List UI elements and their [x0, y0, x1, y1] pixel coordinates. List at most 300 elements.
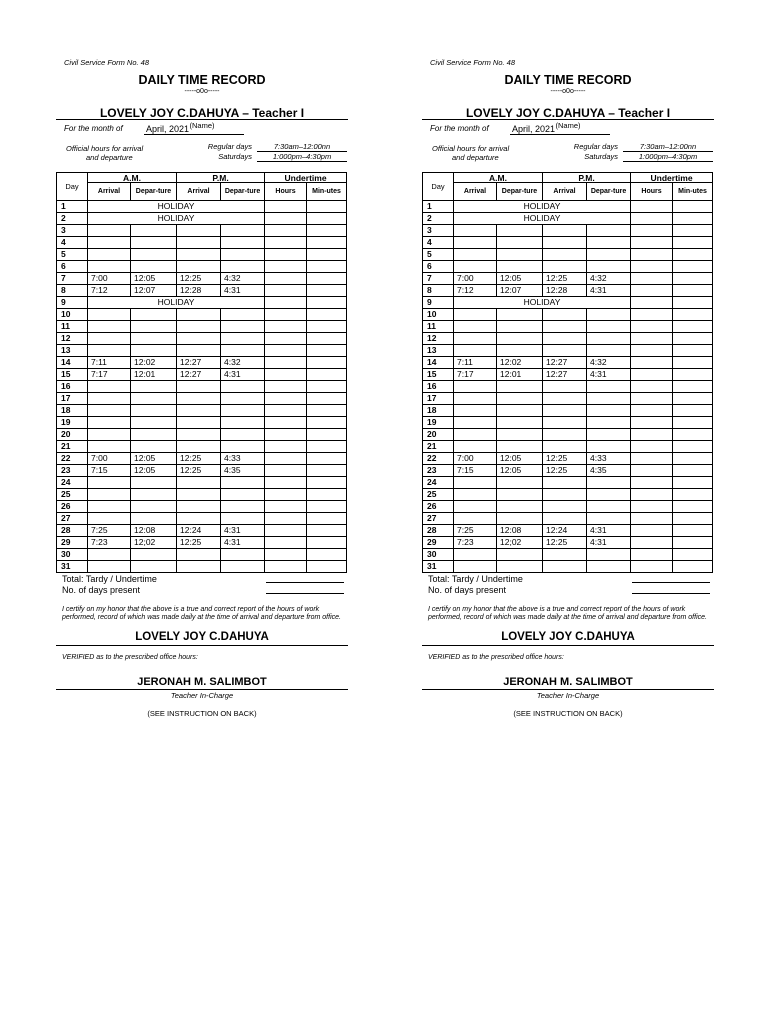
undertime-minutes-cell — [673, 261, 713, 273]
undertime-minutes-cell — [673, 381, 713, 393]
am-arrival-cell — [454, 261, 497, 273]
table-row — [423, 513, 713, 525]
am-departure-cell: 12:01 — [497, 369, 543, 381]
undertime-minutes-cell — [307, 261, 347, 273]
pm-arrival-cell — [543, 549, 587, 561]
undertime-minutes-cell — [673, 285, 713, 297]
employee-name: LOVELY JOY C.DAHUYA – Teacher I — [422, 106, 714, 120]
day-cell: 22 — [57, 453, 88, 465]
am-arrival-cell — [88, 405, 131, 417]
undertime-hours-cell — [265, 453, 307, 465]
table-row — [57, 477, 347, 489]
am-arrival-cell: 7:11 — [88, 357, 131, 369]
am-arrival-cell — [88, 501, 131, 513]
am-arrival-cell — [88, 393, 131, 405]
pm-arrival-cell — [177, 321, 221, 333]
undertime-hours-cell — [631, 465, 673, 477]
undertime-hours-cell — [265, 477, 307, 489]
am-arrival-cell: 7:23 — [88, 537, 131, 549]
am-departure-cell — [497, 441, 543, 453]
am-arrival-cell — [454, 489, 497, 501]
table-row — [57, 201, 347, 213]
table-row — [423, 381, 713, 393]
am-arrival-cell: 7:00 — [454, 453, 497, 465]
day-cell: 10 — [423, 309, 454, 321]
regular-days-value: 7:30am–12:00nn — [623, 142, 713, 152]
pm-arrival-cell: 12:27 — [177, 369, 221, 381]
am-departure-cell — [131, 429, 177, 441]
undertime-minutes-cell — [307, 477, 347, 489]
table-row — [423, 273, 713, 285]
header-pm-departure: Depar-ture — [587, 183, 631, 201]
total-tardy-line — [266, 582, 344, 583]
am-departure-cell — [497, 333, 543, 345]
pm-departure-cell — [221, 261, 265, 273]
undertime-hours-cell — [265, 213, 307, 225]
pm-arrival-cell — [543, 261, 587, 273]
totals — [422, 574, 714, 598]
am-departure-cell: 12:05 — [497, 273, 543, 285]
pm-departure-cell — [587, 237, 631, 249]
totals — [56, 574, 348, 598]
pm-arrival-cell — [543, 513, 587, 525]
pm-departure-cell: 4:31 — [587, 285, 631, 297]
header-pm-departure: Depar-ture — [221, 183, 265, 201]
official-hours-label-2: and departure — [86, 153, 133, 162]
dtr-body — [423, 201, 713, 573]
am-arrival-cell — [454, 429, 497, 441]
undertime-minutes-cell — [307, 429, 347, 441]
am-departure-cell: 12:05 — [131, 465, 177, 477]
undertime-minutes-cell — [673, 429, 713, 441]
am-departure-cell — [131, 237, 177, 249]
am-arrival-cell: 7:25 — [454, 525, 497, 537]
am-departure-cell — [497, 261, 543, 273]
day-cell: 8 — [57, 285, 88, 297]
am-departure-cell: 12:01 — [131, 369, 177, 381]
regular-days-label: Regular days — [573, 142, 618, 151]
pm-arrival-cell — [543, 429, 587, 441]
day-cell: 15 — [57, 369, 88, 381]
am-departure-cell — [497, 513, 543, 525]
day-cell: 12 — [57, 333, 88, 345]
table-row — [57, 513, 347, 525]
am-departure-cell: 12:02 — [497, 357, 543, 369]
undertime-hours-cell — [631, 213, 673, 225]
undertime-minutes-cell — [307, 201, 347, 213]
day-cell: 5 — [57, 249, 88, 261]
table-row — [57, 429, 347, 441]
am-arrival-cell — [88, 225, 131, 237]
undertime-minutes-cell — [673, 405, 713, 417]
pm-arrival-cell — [177, 417, 221, 429]
undertime-hours-cell — [631, 357, 673, 369]
verifier-title: Teacher In-Charge — [536, 691, 600, 700]
am-departure-cell — [131, 393, 177, 405]
pm-arrival-cell: 12:27 — [543, 369, 587, 381]
day-cell: 15 — [423, 369, 454, 381]
am-departure-cell — [497, 381, 543, 393]
pm-departure-cell — [587, 309, 631, 321]
am-departure-cell: 12;02 — [131, 537, 177, 549]
pm-departure-cell — [221, 429, 265, 441]
am-departure-cell: 12:07 — [497, 285, 543, 297]
am-departure-cell — [497, 489, 543, 501]
am-departure-cell — [131, 417, 177, 429]
dtr-form-right — [422, 58, 714, 718]
pm-arrival-cell — [177, 489, 221, 501]
table-row — [57, 297, 347, 309]
pm-departure-cell — [587, 477, 631, 489]
am-departure-cell — [131, 309, 177, 321]
pm-departure-cell — [587, 393, 631, 405]
pm-departure-cell — [221, 561, 265, 573]
day-cell: 2 — [423, 213, 454, 225]
pm-departure-cell — [587, 561, 631, 573]
undertime-minutes-cell — [673, 453, 713, 465]
undertime-hours-cell — [265, 369, 307, 381]
pm-arrival-cell — [177, 393, 221, 405]
holiday-cell: HOLIDAY — [88, 297, 265, 309]
am-arrival-cell: 7:25 — [88, 525, 131, 537]
day-cell: 23 — [423, 465, 454, 477]
am-arrival-cell — [88, 549, 131, 561]
pm-departure-cell: 4:31 — [587, 369, 631, 381]
pm-departure-cell: 4:35 — [587, 465, 631, 477]
am-departure-cell — [497, 561, 543, 573]
total-tardy-line — [632, 582, 710, 583]
day-cell: 9 — [57, 297, 88, 309]
undertime-hours-cell — [631, 345, 673, 357]
undertime-hours-cell — [631, 237, 673, 249]
certification-text: I certify on my honor that the above is a true and correct report of the hours of work performed, record of which was made daily at the time of arrival and departure from office. — [62, 606, 341, 621]
am-departure-cell — [131, 333, 177, 345]
dtr-body — [57, 201, 347, 573]
employee-signature-name: LOVELY JOY C.DAHUYA — [56, 631, 348, 646]
undertime-minutes-cell — [307, 513, 347, 525]
pm-arrival-cell: 12:25 — [543, 273, 587, 285]
undertime-minutes-cell — [673, 513, 713, 525]
pm-arrival-cell — [543, 561, 587, 573]
undertime-hours-cell — [631, 369, 673, 381]
undertime-hours-cell — [631, 393, 673, 405]
day-cell: 3 — [423, 225, 454, 237]
am-arrival-cell: 7:00 — [88, 273, 131, 285]
am-arrival-cell: 7:15 — [454, 465, 497, 477]
header-pm-arrival: Arrival — [177, 183, 221, 201]
table-row — [423, 477, 713, 489]
table-row — [57, 237, 347, 249]
pm-departure-cell — [221, 225, 265, 237]
undertime-minutes-cell — [307, 273, 347, 285]
table-row — [423, 285, 713, 297]
undertime-hours-cell — [265, 333, 307, 345]
day-cell: 13 — [57, 345, 88, 357]
pm-departure-cell: 4:31 — [587, 525, 631, 537]
am-arrival-cell: 7:00 — [454, 273, 497, 285]
am-arrival-cell — [454, 381, 497, 393]
pm-departure-cell — [221, 237, 265, 249]
am-arrival-cell — [454, 393, 497, 405]
undertime-minutes-cell — [673, 489, 713, 501]
undertime-minutes-cell — [673, 249, 713, 261]
day-cell: 31 — [423, 561, 454, 573]
undertime-hours-cell — [265, 249, 307, 261]
day-cell: 22 — [423, 453, 454, 465]
undertime-minutes-cell — [307, 309, 347, 321]
header-am: A.M. — [454, 173, 543, 183]
am-arrival-cell — [88, 381, 131, 393]
header-minutes: Min-utes — [307, 183, 347, 201]
verifier-name: JERONAH M. SALIMBOT — [422, 676, 714, 690]
pm-arrival-cell: 12:25 — [177, 537, 221, 549]
table-row — [423, 489, 713, 501]
pm-departure-cell: 4:32 — [587, 357, 631, 369]
table-row — [423, 393, 713, 405]
pm-arrival-cell — [543, 309, 587, 321]
am-arrival-cell — [88, 441, 131, 453]
table-row — [423, 441, 713, 453]
undertime-minutes-cell — [673, 237, 713, 249]
day-cell: 16 — [57, 381, 88, 393]
undertime-minutes-cell — [673, 549, 713, 561]
table-row — [423, 345, 713, 357]
table-row — [423, 525, 713, 537]
undertime-hours-cell — [631, 537, 673, 549]
am-arrival-cell: 7:23 — [454, 537, 497, 549]
pm-arrival-cell — [177, 477, 221, 489]
pm-departure-cell — [587, 549, 631, 561]
holiday-cell: HOLIDAY — [454, 213, 631, 225]
pm-departure-cell: 4:31 — [221, 525, 265, 537]
pm-arrival-cell: 12:25 — [543, 537, 587, 549]
pm-arrival-cell — [543, 381, 587, 393]
day-cell: 5 — [423, 249, 454, 261]
undertime-minutes-cell — [673, 537, 713, 549]
undertime-hours-cell — [631, 381, 673, 393]
pm-departure-cell — [221, 417, 265, 429]
am-arrival-cell — [88, 309, 131, 321]
am-departure-cell — [131, 405, 177, 417]
am-departure-cell — [497, 429, 543, 441]
pm-arrival-cell: 12:25 — [177, 273, 221, 285]
day-cell: 14 — [423, 357, 454, 369]
table-row — [423, 465, 713, 477]
pm-departure-cell — [587, 441, 631, 453]
day-cell: 7 — [57, 273, 88, 285]
pm-arrival-cell — [177, 441, 221, 453]
pm-departure-cell — [587, 249, 631, 261]
am-arrival-cell — [88, 417, 131, 429]
verified-text: VERIFIED as to the prescribed office hours: — [428, 654, 564, 661]
pm-departure-cell — [221, 513, 265, 525]
table-row — [57, 333, 347, 345]
total-tardy-label: Total: Tardy / Undertime — [62, 574, 157, 584]
undertime-minutes-cell — [673, 297, 713, 309]
am-arrival-cell: 7:17 — [454, 369, 497, 381]
am-arrival-cell — [454, 345, 497, 357]
total-tardy-label: Total: Tardy / Undertime — [428, 574, 523, 584]
saturdays-label: Saturdays — [218, 152, 252, 161]
dtr-form-left — [56, 58, 348, 718]
table-row — [57, 393, 347, 405]
am-arrival-cell — [454, 417, 497, 429]
day-cell: 2 — [57, 213, 88, 225]
table-row — [423, 501, 713, 513]
am-departure-cell — [131, 501, 177, 513]
undertime-hours-cell — [265, 345, 307, 357]
undertime-hours-cell — [631, 501, 673, 513]
table-row — [57, 441, 347, 453]
pm-departure-cell — [587, 489, 631, 501]
header-hours: Hours — [265, 183, 307, 201]
undertime-minutes-cell — [307, 561, 347, 573]
pm-arrival-cell — [177, 261, 221, 273]
pm-departure-cell — [221, 333, 265, 345]
am-departure-cell: 12:05 — [131, 273, 177, 285]
am-departure-cell: 12;02 — [497, 537, 543, 549]
pm-departure-cell — [221, 381, 265, 393]
undertime-hours-cell — [631, 405, 673, 417]
undertime-minutes-cell — [673, 417, 713, 429]
employee-signature-name: LOVELY JOY C.DAHUYA — [422, 631, 714, 646]
pm-departure-cell — [587, 405, 631, 417]
days-present-label: No. of days present — [428, 585, 507, 595]
header-am-arrival: Arrival — [88, 183, 131, 201]
pm-arrival-cell — [177, 225, 221, 237]
day-cell: 18 — [57, 405, 88, 417]
pm-departure-cell: 4:31 — [221, 537, 265, 549]
am-arrival-cell — [454, 333, 497, 345]
am-arrival-cell — [88, 489, 131, 501]
undertime-hours-cell — [631, 297, 673, 309]
undertime-hours-cell — [631, 477, 673, 489]
pm-departure-cell: 4:35 — [221, 465, 265, 477]
day-cell: 20 — [423, 429, 454, 441]
am-departure-cell — [131, 321, 177, 333]
day-cell: 12 — [423, 333, 454, 345]
official-hours-label-1: Official hours for arrival — [66, 144, 144, 153]
table-row — [423, 225, 713, 237]
pm-arrival-cell: 12:27 — [543, 357, 587, 369]
undertime-minutes-cell — [673, 393, 713, 405]
employee-name: LOVELY JOY C.DAHUYA – Teacher I — [56, 106, 348, 120]
form-subtitle: -----o0o----- — [550, 88, 586, 95]
am-arrival-cell — [88, 321, 131, 333]
undertime-minutes-cell — [673, 369, 713, 381]
undertime-minutes-cell — [307, 525, 347, 537]
day-cell: 26 — [57, 501, 88, 513]
day-cell: 1 — [57, 201, 88, 213]
header-am-departure: Depar-ture — [497, 183, 543, 201]
am-departure-cell — [131, 549, 177, 561]
day-cell: 27 — [57, 513, 88, 525]
am-departure-cell — [131, 249, 177, 261]
pm-arrival-cell — [543, 489, 587, 501]
table-row — [57, 537, 347, 549]
undertime-hours-cell — [631, 453, 673, 465]
day-cell: 28 — [423, 525, 454, 537]
am-departure-cell — [497, 393, 543, 405]
am-departure-cell: 12:05 — [497, 453, 543, 465]
am-departure-cell — [131, 225, 177, 237]
undertime-hours-cell — [631, 273, 673, 285]
day-cell: 21 — [423, 441, 454, 453]
pm-departure-cell — [587, 333, 631, 345]
pm-arrival-cell — [543, 321, 587, 333]
undertime-minutes-cell — [307, 489, 347, 501]
day-cell: 19 — [57, 417, 88, 429]
instruction-note: (SEE INSTRUCTION ON BACK) — [513, 709, 623, 718]
table-row — [423, 261, 713, 273]
pm-arrival-cell — [543, 393, 587, 405]
pm-arrival-cell — [177, 513, 221, 525]
am-arrival-cell — [88, 261, 131, 273]
table-row — [57, 261, 347, 273]
undertime-hours-cell — [265, 357, 307, 369]
pm-departure-cell — [587, 501, 631, 513]
am-departure-cell — [131, 489, 177, 501]
table-row — [423, 453, 713, 465]
form-number: Civil Service Form No. 48 — [430, 58, 516, 67]
day-cell: 21 — [57, 441, 88, 453]
pm-arrival-cell — [177, 345, 221, 357]
table-row — [57, 405, 347, 417]
pm-arrival-cell — [177, 237, 221, 249]
pm-departure-cell — [587, 417, 631, 429]
verifier-name: JERONAH M. SALIMBOT — [56, 676, 348, 690]
day-cell: 13 — [423, 345, 454, 357]
table-row — [57, 489, 347, 501]
undertime-hours-cell — [265, 441, 307, 453]
undertime-minutes-cell — [673, 201, 713, 213]
am-arrival-cell — [88, 561, 131, 573]
table-row — [423, 201, 713, 213]
pm-departure-cell: 4:31 — [221, 369, 265, 381]
day-cell: 19 — [423, 417, 454, 429]
pm-arrival-cell: 12:24 — [177, 525, 221, 537]
day-cell: 24 — [423, 477, 454, 489]
pm-arrival-cell — [177, 429, 221, 441]
regular-days-label: Regular days — [207, 142, 252, 151]
undertime-minutes-cell — [307, 357, 347, 369]
undertime-minutes-cell — [307, 393, 347, 405]
name-caption: (Name) — [189, 121, 215, 130]
am-arrival-cell — [454, 309, 497, 321]
pm-arrival-cell: 12:28 — [177, 285, 221, 297]
pm-departure-cell — [587, 429, 631, 441]
am-arrival-cell: 7:17 — [88, 369, 131, 381]
header-undertime: Undertime — [631, 173, 713, 183]
undertime-hours-cell — [265, 549, 307, 561]
undertime-hours-cell — [631, 249, 673, 261]
month-label: For the month of — [64, 124, 123, 133]
undertime-hours-cell — [631, 261, 673, 273]
undertime-hours-cell — [631, 441, 673, 453]
pm-arrival-cell — [543, 249, 587, 261]
undertime-hours-cell — [265, 417, 307, 429]
verifier-title: Teacher In-Charge — [170, 691, 234, 700]
saturdays-label: Saturdays — [584, 152, 618, 161]
undertime-minutes-cell — [673, 477, 713, 489]
table-row — [57, 561, 347, 573]
day-cell: 4 — [423, 237, 454, 249]
day-cell: 11 — [57, 321, 88, 333]
pm-departure-cell: 4:33 — [221, 453, 265, 465]
undertime-hours-cell — [265, 465, 307, 477]
undertime-minutes-cell — [307, 501, 347, 513]
pm-departure-cell — [221, 549, 265, 561]
